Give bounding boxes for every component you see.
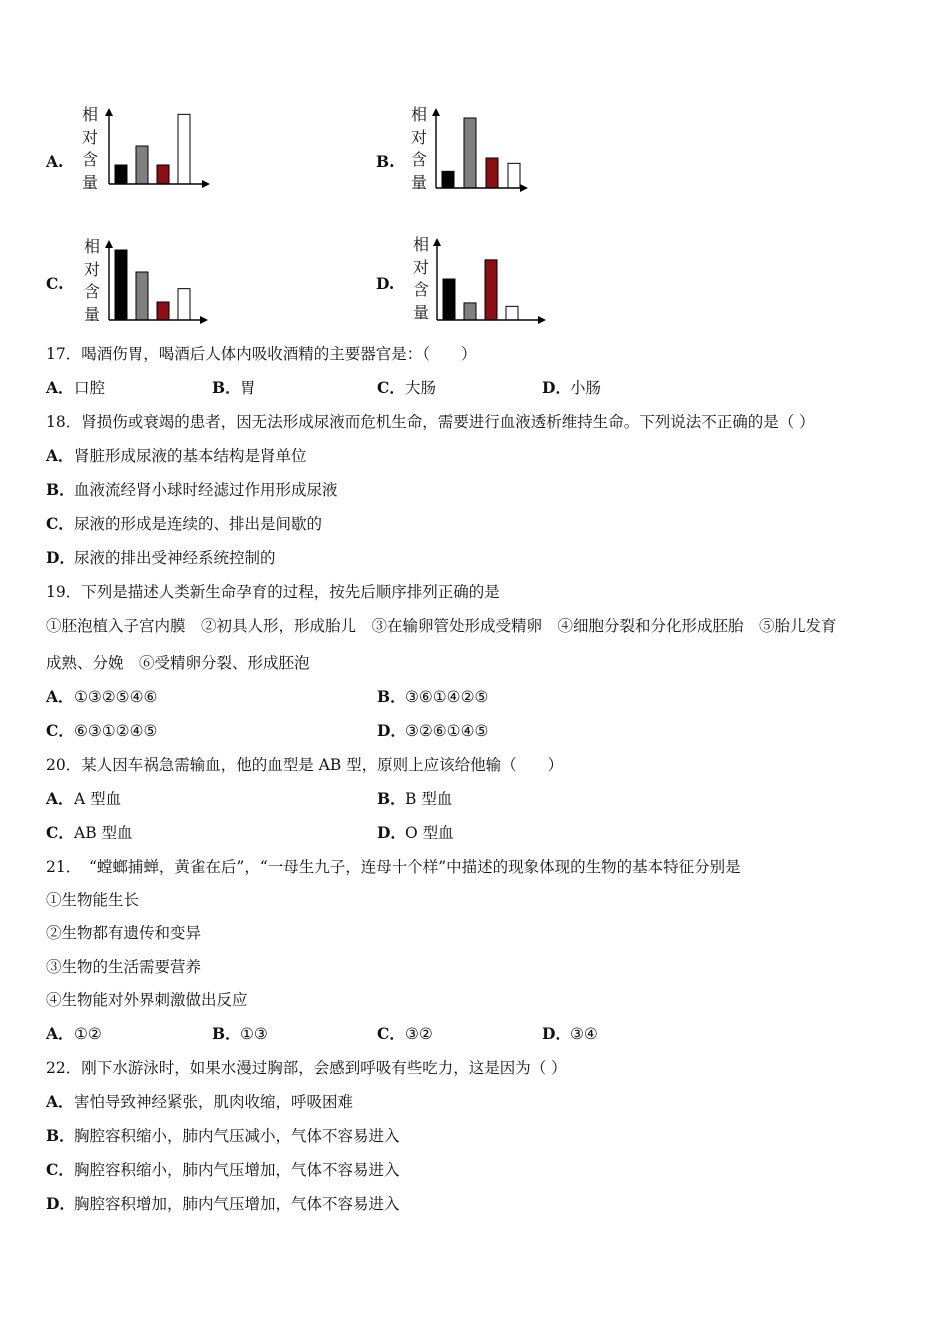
option-text: ⑥③①②④⑤ <box>74 722 158 740</box>
question-19-items-line1: ①胚泡植入子宫内膜 ②初具人形，形成胎儿 ③在输卵管处形成受精卵 ④细胞分裂和分化形成胚胎 ⑤胎儿发育 <box>46 617 837 635</box>
bar-chart <box>376 104 676 204</box>
option-c[interactable] <box>46 822 133 844</box>
option-label: B． <box>377 687 406 706</box>
y-axis-label-char: 量 <box>81 172 98 192</box>
option-text: 尿液的排出受神经系统控制的 <box>74 549 276 567</box>
option-text: 胸腔容积增加，肺内气压增加，气体不容易进入 <box>74 1195 400 1213</box>
y-axis-label-char: 含 <box>81 150 98 169</box>
y-axis-label-char: 量 <box>410 172 427 192</box>
bar-3 <box>486 158 498 188</box>
option-d[interactable] <box>46 547 276 569</box>
bar-3 <box>157 302 169 320</box>
option-label: C． <box>377 378 405 397</box>
option-text: B 型血 <box>405 790 453 808</box>
option-a[interactable] <box>46 788 121 810</box>
option-label: B． <box>46 1126 75 1145</box>
bar-2 <box>464 303 476 320</box>
option-a[interactable] <box>46 1091 353 1113</box>
option-d[interactable] <box>542 377 601 399</box>
chart-option-a[interactable] <box>46 104 346 204</box>
option-text: ③⑥①④②⑤ <box>405 688 489 706</box>
bar-2 <box>136 272 148 320</box>
x-axis-arrow <box>200 316 208 324</box>
option-text: 胃 <box>240 379 256 397</box>
option-d[interactable] <box>46 1193 400 1215</box>
bar-1 <box>443 279 455 320</box>
option-c[interactable] <box>377 1023 433 1045</box>
option-label: A． <box>46 789 74 808</box>
y-axis-label-char: 含 <box>410 150 427 169</box>
bar-1 <box>115 165 127 184</box>
x-axis-arrow <box>520 184 528 192</box>
option-text: ①③②⑤④⑥ <box>74 688 158 706</box>
bar-4 <box>506 306 518 320</box>
option-label: D． <box>377 823 406 842</box>
option-label: B． <box>46 480 75 499</box>
question-21-stem: 21． “螳螂捕蝉，黄雀在后”，“一母生九子，连母十个样”中描述的现象体现的生物的基本特征分别是 <box>46 858 741 876</box>
option-d[interactable] <box>377 720 488 742</box>
option-label: A． <box>46 446 74 465</box>
option-b[interactable] <box>212 377 256 399</box>
option-text: 血液流经肾小球时经滤过作用形成尿液 <box>74 481 338 499</box>
option-text: ①③ <box>240 1025 268 1043</box>
statement-1: ①生物能生长 <box>46 891 140 909</box>
option-label: C． <box>377 1024 405 1043</box>
question-17-stem: 17．喝酒伤胃，喝酒后人体内吸收酒精的主要器官是：（ ） <box>46 345 477 363</box>
y-axis-label-char: 对 <box>410 127 427 147</box>
option-text: ①② <box>74 1025 102 1043</box>
x-axis-arrow <box>202 180 210 188</box>
option-b[interactable] <box>46 479 338 501</box>
option-a[interactable] <box>46 1023 102 1045</box>
question-22-stem: 22．刚下水游泳时，如果水漫过胸部，会感到呼吸有些吃力，这是因为（ ） <box>46 1059 567 1077</box>
chart-option-b[interactable] <box>376 104 676 204</box>
option-d[interactable] <box>377 822 454 844</box>
option-text: 害怕导致神经紧张，肌肉收缩，呼吸困难 <box>74 1093 354 1111</box>
option-c[interactable] <box>46 720 157 742</box>
option-label: B． <box>212 1024 241 1043</box>
chart-option-d[interactable] <box>376 234 676 334</box>
option-text: ③② <box>405 1025 433 1043</box>
option-label: B． <box>377 789 406 808</box>
option-text: 大肠 <box>405 379 437 397</box>
chart-option-c[interactable] <box>46 234 346 334</box>
option-label: A． <box>46 687 74 706</box>
y-axis-label-char: 对 <box>412 257 429 277</box>
bar-1 <box>115 250 127 320</box>
option-label: A． <box>46 1024 74 1043</box>
y-axis-label-char: 对 <box>81 127 98 147</box>
option-text: 胸腔容积缩小，肺内气压减小，气体不容易进入 <box>74 1127 400 1145</box>
statement-3: ③生物的生活需要营养 <box>46 958 202 976</box>
option-label: B． <box>212 378 241 397</box>
option-text: ③②⑥①④⑤ <box>405 722 489 740</box>
question-19-stem: 19．下列是描述人类新生命孕育的过程，按先后顺序排列正确的是 <box>46 583 500 601</box>
option-label: D． <box>46 1194 75 1213</box>
x-axis-arrow <box>538 316 546 324</box>
option-label: D． <box>46 548 75 567</box>
option-text: 尿液的形成是连续的、排出是间歇的 <box>74 515 323 533</box>
bar-4 <box>508 163 520 188</box>
option-label: D． <box>377 721 406 740</box>
option-label: C． <box>46 823 74 842</box>
option-text: 口腔 <box>74 379 106 397</box>
y-axis-label-char: 量 <box>83 304 100 324</box>
y-axis-arrow <box>105 108 113 116</box>
y-axis-label-char: 相 <box>410 105 427 124</box>
option-letter: C. <box>46 274 64 293</box>
y-axis-label-char: 含 <box>83 282 100 301</box>
y-axis-arrow <box>105 240 113 248</box>
option-c[interactable] <box>46 513 322 535</box>
option-b[interactable] <box>377 686 488 708</box>
option-text: AB 型血 <box>74 824 133 842</box>
question-20-stem: 20．某人因车祸急需输血，他的血型是 AB 型，原则上应该给他输（ ） <box>46 756 564 774</box>
y-axis-label-char: 相 <box>412 235 429 254</box>
option-text: ③④ <box>570 1025 598 1043</box>
option-b[interactable] <box>46 1125 400 1147</box>
option-b[interactable] <box>212 1023 268 1045</box>
option-c[interactable] <box>46 1159 400 1181</box>
bar-4 <box>178 114 190 184</box>
statement-2: ②生物都有遗传和变异 <box>46 924 202 942</box>
option-label: C． <box>46 1160 74 1179</box>
option-label: D． <box>542 1024 571 1043</box>
bar-1 <box>442 171 454 188</box>
bar-chart <box>376 234 676 334</box>
bar-4 <box>178 289 190 320</box>
option-text: A 型血 <box>74 790 122 808</box>
option-b[interactable] <box>377 788 452 810</box>
bar-2 <box>136 146 148 184</box>
option-c[interactable] <box>377 377 436 399</box>
option-text: 肾脏形成尿液的基本结构是肾单位 <box>74 447 307 465</box>
option-d[interactable] <box>542 1023 598 1045</box>
option-text: 小肠 <box>570 379 602 397</box>
bar-chart <box>46 234 346 334</box>
option-letter: A. <box>46 152 64 171</box>
option-label: C． <box>46 514 74 533</box>
question-18-stem: 18．肾损伤或衰竭的患者，因无法形成尿液而危机生命，需要进行血液透析维持生命。下列说法不正确的是（ ） <box>46 413 815 431</box>
y-axis-label-char: 含 <box>412 280 429 299</box>
y-axis-label-char: 对 <box>83 259 100 279</box>
y-axis-arrow <box>433 238 441 246</box>
statement-4: ④生物能对外界刺激做出反应 <box>46 991 248 1009</box>
y-axis-arrow <box>432 108 440 116</box>
option-letter: B. <box>376 152 395 171</box>
option-label: A． <box>46 1092 74 1111</box>
y-axis-label-char: 量 <box>412 302 429 322</box>
option-label: A． <box>46 378 74 397</box>
question-19-items-line2: 成熟、分娩 ⑥受精卵分裂、形成胚泡 <box>46 654 310 672</box>
y-axis-label-char: 相 <box>83 237 100 256</box>
bar-chart <box>46 104 346 204</box>
option-text: 胸腔容积缩小，肺内气压增加，气体不容易进入 <box>74 1161 400 1179</box>
bar-3 <box>157 165 169 184</box>
bar-2 <box>464 118 476 188</box>
option-a[interactable] <box>46 445 307 467</box>
option-a[interactable] <box>46 686 157 708</box>
option-a[interactable] <box>46 377 105 399</box>
y-axis-label-char: 相 <box>81 105 98 124</box>
option-label: C． <box>46 721 74 740</box>
bar-3 <box>485 260 497 320</box>
option-label: D． <box>542 378 571 397</box>
option-letter: D. <box>376 274 395 293</box>
option-text: O 型血 <box>405 824 454 842</box>
